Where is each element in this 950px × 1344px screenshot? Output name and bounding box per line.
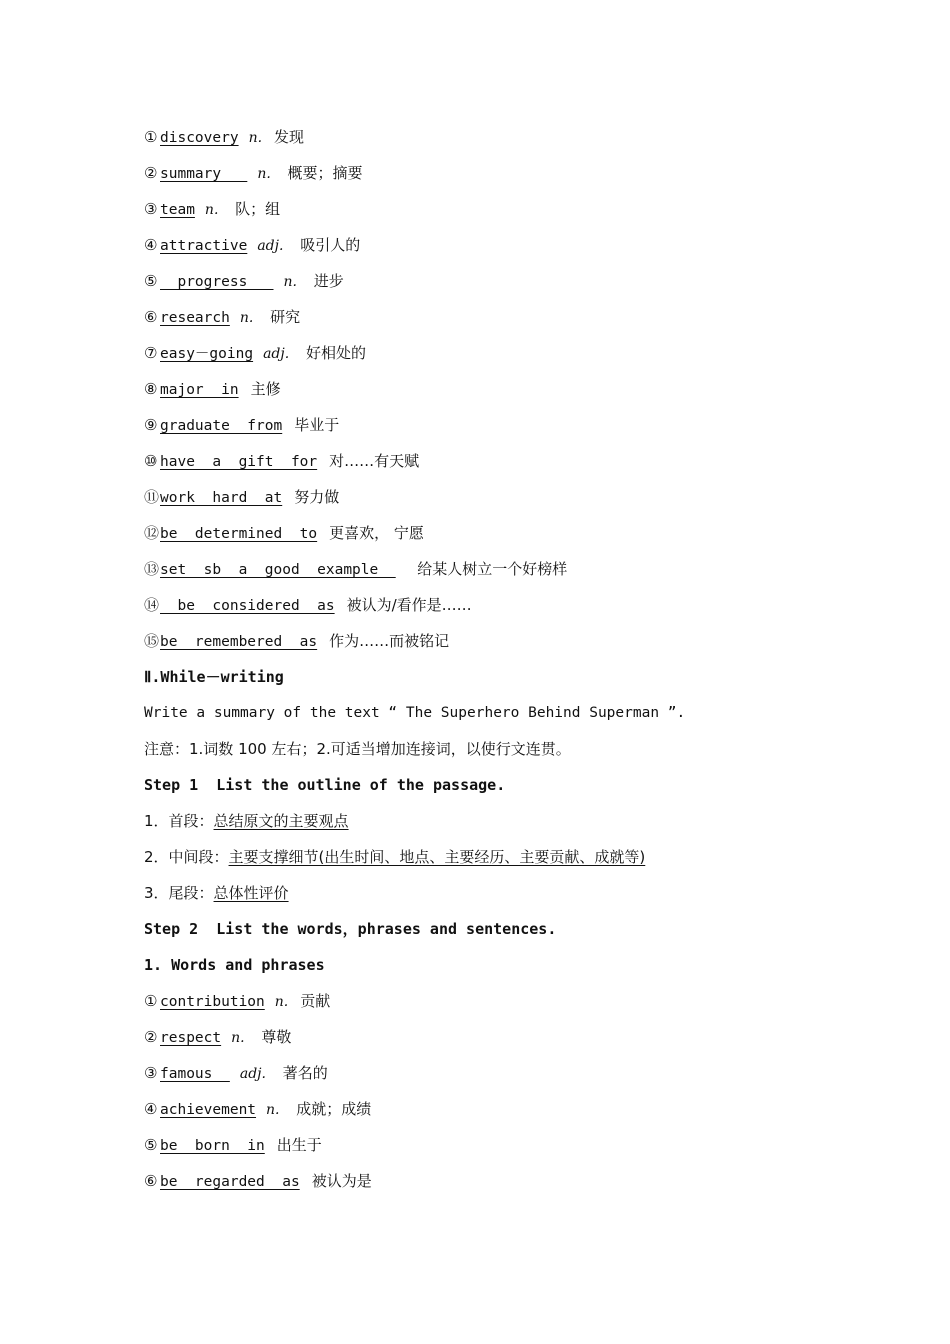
step2-title: Step 2 List the words，phrases and sentences. [144, 920, 557, 938]
vocab-item [144, 484, 844, 520]
part-of-speech: n. [257, 166, 271, 182]
chinese-meaning: 好相处的 [301, 344, 366, 362]
chinese-meaning: 作为……而被铭记 [329, 632, 450, 650]
chinese-meaning: 被认为/看作是…… [346, 596, 472, 614]
chinese-meaning: 努力做 [294, 488, 340, 506]
vocab-item [144, 1096, 844, 1132]
answer-word: summary [160, 166, 248, 182]
chinese-meaning: 毕业于 [294, 416, 340, 434]
part-of-speech: adj. [263, 346, 290, 362]
chinese-meaning: 尊敬 [256, 1028, 292, 1046]
vocab-item [144, 520, 844, 556]
item-number: ② [144, 164, 158, 182]
item-number: ⑬ [144, 560, 160, 578]
item-number: ② [144, 1028, 158, 1046]
vocab-item [144, 592, 844, 628]
part-of-speech: n. [231, 1030, 245, 1046]
part-of-speech: n. [248, 130, 263, 146]
answer-word: be considered as [160, 598, 335, 614]
chinese-meaning: 更喜欢， 宁愿 [329, 524, 424, 542]
outline-label: 2．中间段： [144, 848, 229, 866]
vocab-item [144, 556, 844, 592]
vocab-list-part2 [144, 988, 844, 1204]
answer-word: major in [160, 382, 239, 398]
answer-word: attractive [160, 238, 248, 254]
outline-label: 3．尾段： [144, 884, 214, 902]
part-of-speech: adj. [239, 1066, 266, 1082]
outline-answer: 主要支撑细节(出生时间、地点、主要经历、主要贡献、成就等) [228, 848, 646, 866]
answer-word: contribution [160, 994, 265, 1010]
item-number: ⑥ [144, 308, 158, 326]
part-of-speech: n. [204, 202, 219, 218]
item-number: ⑦ [144, 344, 158, 362]
chinese-meaning: 主修 [250, 380, 281, 398]
item-number: ⑮ [144, 632, 160, 650]
vocab-item [144, 988, 844, 1024]
answer-word: work hard at [160, 490, 283, 506]
answer-word: be regarded as [160, 1174, 300, 1190]
outline-item [144, 808, 844, 844]
vocab-item [144, 1024, 844, 1060]
vocab-item [144, 1060, 844, 1096]
answer-word: team [160, 202, 195, 218]
answer-word: have a gift for [160, 454, 318, 470]
chinese-meaning: 被认为是 [311, 1172, 372, 1190]
outline-item [144, 880, 844, 916]
step2-subtitle: 1. Words and phrases [144, 956, 325, 974]
item-number: ⑪ [144, 488, 160, 506]
outline-answer: 总体性评价 [213, 884, 289, 902]
item-number: ⑩ [144, 452, 158, 470]
item-number: ③ [144, 1064, 158, 1082]
document-content [144, 124, 844, 1204]
chinese-meaning: 概要；摘要 [282, 164, 363, 182]
chinese-meaning: 给某人树立一个好榜样 [407, 560, 568, 578]
part-of-speech: n. [283, 274, 297, 290]
outline-answer: 总结原文的主要观点 [213, 812, 349, 830]
answer-word: be born in [160, 1138, 265, 1154]
vocab-item [144, 268, 844, 304]
chinese-meaning: 进步 [308, 272, 344, 290]
answer-word: easy－going [160, 346, 254, 362]
outline-label: 1．首段： [144, 812, 214, 830]
vocab-item [144, 196, 844, 232]
vocab-item [144, 412, 844, 448]
answer-word: be determined to [160, 526, 318, 542]
chinese-meaning: 研究 [265, 308, 301, 326]
part-of-speech: n. [239, 310, 254, 326]
chinese-meaning: 成就；成绩 [291, 1100, 372, 1118]
chinese-meaning: 吸引人的 [295, 236, 361, 254]
vocab-item [144, 628, 844, 664]
item-number: ⑤ [144, 272, 158, 290]
vocab-item [144, 304, 844, 340]
item-number: ③ [144, 200, 158, 218]
part-of-speech: n. [274, 994, 289, 1010]
chinese-meaning: 对……有天赋 [329, 452, 420, 470]
item-number: ⑨ [144, 416, 158, 434]
chinese-meaning: 发现 [274, 128, 305, 146]
item-number: ⑧ [144, 380, 158, 398]
vocab-item [144, 124, 844, 160]
chinese-meaning: 出生于 [276, 1136, 322, 1154]
vocab-item [144, 1168, 844, 1204]
answer-word: set sb a good example [160, 562, 396, 578]
item-number: ⑤ [144, 1136, 158, 1154]
item-number: ④ [144, 1100, 158, 1118]
vocab-item [144, 160, 844, 196]
item-number: ⑥ [144, 1172, 158, 1190]
section-heading: Ⅱ.While－writing [144, 668, 284, 686]
answer-word: be remembered as [160, 634, 318, 650]
item-number: ④ [144, 236, 158, 254]
vocab-item [144, 340, 844, 376]
answer-word: research [160, 310, 230, 326]
outline-list [144, 808, 844, 916]
part-of-speech: n. [266, 1102, 280, 1118]
chinese-meaning: 著名的 [277, 1064, 328, 1082]
vocab-list-part1 [144, 124, 844, 664]
answer-word: respect [160, 1030, 222, 1046]
task-note: 注意：1.词数 100 左右；2.可适当增加连接词，以使行文连贯。 [144, 740, 571, 758]
chinese-meaning: 队；组 [230, 200, 281, 218]
part-of-speech: adj. [257, 238, 284, 254]
vocab-item [144, 1132, 844, 1168]
vocab-item [144, 448, 844, 484]
answer-word: famous [160, 1066, 230, 1082]
vocab-item [144, 376, 844, 412]
item-number: ① [144, 992, 158, 1010]
answer-word: discovery [160, 130, 239, 146]
answer-word: achievement [160, 1102, 257, 1118]
task-instruction: Write a summary of the text “ The Superhero Behind Superman ”. [144, 705, 686, 721]
item-number: ① [144, 128, 158, 146]
item-number: ⑭ [144, 596, 160, 614]
step1-title: Step 1 List the outline of the passage. [144, 776, 506, 794]
answer-word: progress [160, 274, 274, 290]
chinese-meaning: 贡献 [300, 992, 331, 1010]
outline-item [144, 844, 844, 880]
answer-word: graduate from [160, 418, 283, 434]
item-number: ⑫ [144, 524, 160, 542]
vocab-item [144, 232, 844, 268]
